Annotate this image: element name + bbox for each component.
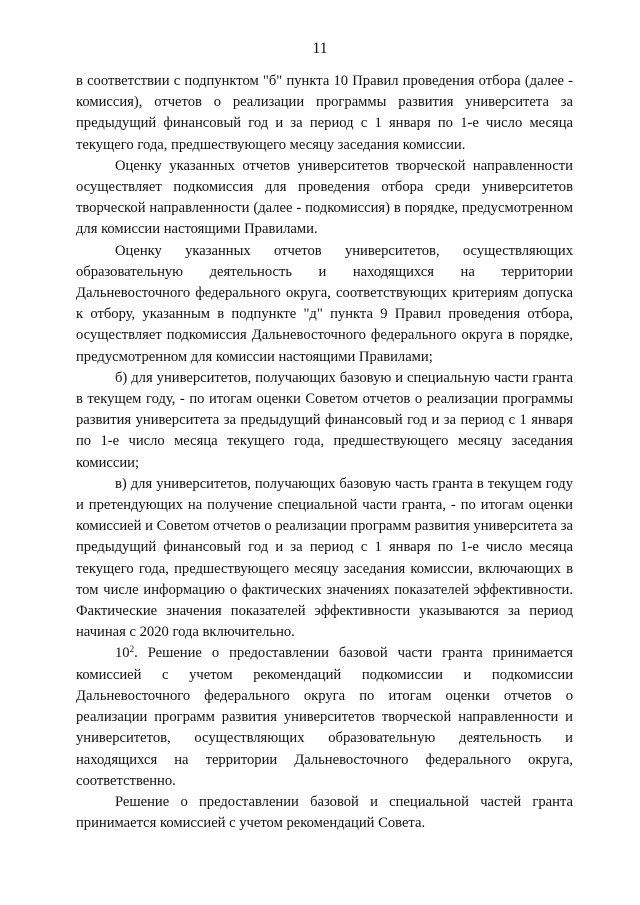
- paragraph-section-10-2: [76, 643, 573, 791]
- section-superscript: 2: [129, 644, 135, 655]
- paragraph-creative-subcommission: Оценку указанных отчетов университетов творческой направленности осуществляет подкомиссия для проведения отбора среди университетов творческой направленности (далее - подкомиссия) в порядке, предусмотренном для комиссии настоящими Правилами.: [76, 157, 573, 238]
- page-number: 11: [312, 40, 328, 57]
- paragraph-continuation: в соответствии с подпунктом "б" пункта 10 Правил проведения отбора (далее - комиссия), отчетов о реализации программы развития университета за предыдущий финансовый год и за период с 1 января по 1-е число месяца текущего года, предшествующего месяцу заседания комиссии.: [76, 73, 573, 153]
- paragraph-item-v: в) для университетов, получающих базовую часть гранта в текущем году и претендующих на получение специальной части гранта, - по итогам оценки комиссией и Советом отчетов о реализации программ развития университета за предыдущий финансовый год и за период с 1 января по 1-е число месяца текущего года, предшествующего месяцу заседания комиссии, включающих в том числе информацию о фактических значениях показателей эффективности. Фактические значения показателей эффективности указываются за период начиная с 2020 года включительно.: [76, 475, 573, 641]
- section-text: . Решение о предоставлении базовой части гранта принимается комиссией с учетом рекомендаций подкомиссии и подкомиссии Дальневосточного федерального округа по итогам оценки отчетов о реализации программ развития университетов творческой направленности и университетов, осуществляющих образовательную деятельность и находящихся на территории Дальневосточного федерального округа, соответственно.: [76, 645, 573, 789]
- section-number: 10: [115, 645, 130, 662]
- paragraph-item-b: б) для университетов, получающих базовую и специальную части гранта в текущем году, - по итогам оценки Советом отчетов о реализации программы развития университета за предыдущий финансовый год и за период с 1 января по 1-е число месяца текущего года, предшествующего месяцу заседания комиссии;: [76, 369, 573, 471]
- paragraph-far-east-subcommission: Оценку указанных отчетов университетов, осуществляющих образовательную деятельность и находящихся на территории Дальневосточного федерального округа, соответствующих критериям допуска к отбору, указанным в подпункте "д" пункта 9 Правил проведения отбора, осуществляет подкомиссия Дальневосточного федерального округа в порядке, предусмотренном для комиссии настоящими Правилами;: [76, 242, 573, 365]
- document-body: [76, 71, 573, 834]
- paragraph-final-decision: Решение о предоставлении базовой и специальной частей гранта принимается комиссией с учетом рекомендаций Совета.: [76, 793, 573, 832]
